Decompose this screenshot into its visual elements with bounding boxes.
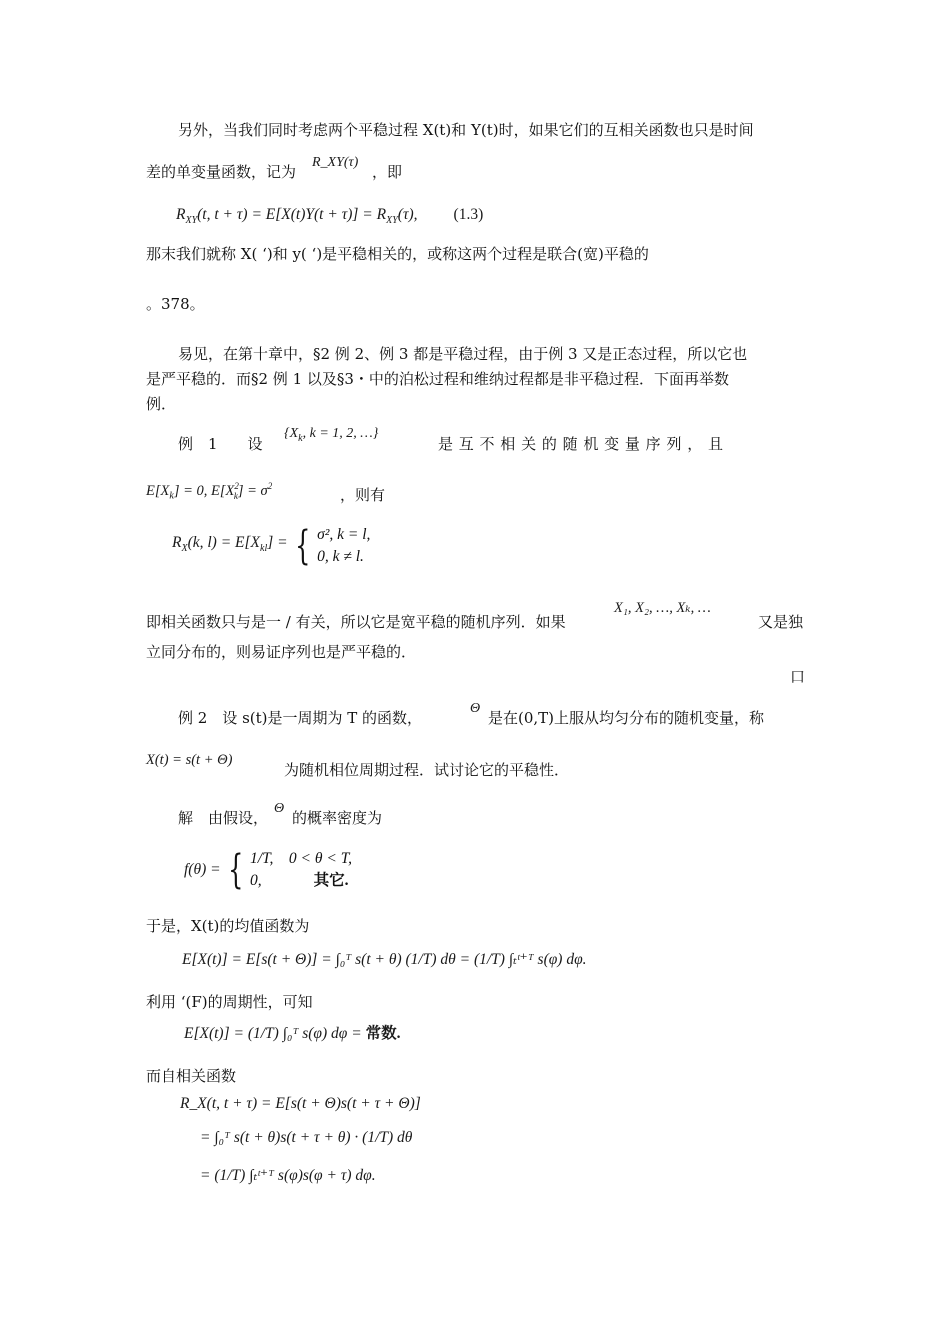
case-line: σ², k = l, xyxy=(317,526,371,543)
paragraph-line: 的概率密度为 xyxy=(292,809,383,827)
case-line: 1/T, 0 < θ < T, xyxy=(250,850,353,867)
math-theta: Θ xyxy=(470,701,481,716)
paragraph-line: 于是，X(t)的均值函数为 xyxy=(146,917,310,935)
math-sequence: {$X_k$, k = 1, 2, …} xyxy=(284,426,379,444)
equation-autocorr-line1: R_X(t, t + τ) = E[s(t + Θ)s(t + τ + Θ)] xyxy=(180,1095,421,1112)
paragraph-line: 即相关函数只与是一 / 有关，所以它是宽平稳的随机序列．如果 xyxy=(146,613,566,631)
paragraph-line: 例 2 设 s(t)是一周期为 T 的函数， xyxy=(178,709,423,727)
math-condition: $E[X_k] = 0$, $E[X^2_k] = \sigma^2$ xyxy=(146,481,273,502)
paragraph-line: 解 由假设， xyxy=(178,809,269,827)
case-line: 0, k ≠ l. xyxy=(317,548,364,565)
paragraph-line: 是在(0,T)上服从均匀分布的随机变量，称 xyxy=(488,709,765,727)
equation-rx-cases: $R_X(k$, $l) = E[X_{kl}]$ = { σ², k = l, 0, k ≠ l. xyxy=(172,523,371,569)
equation-mean: E[X(t)] = E[s(t + Θ)] = ∫₀ᵀ s(t + θ) (1/T) dθ = (1/T) ∫ₜᵗ⁺ᵀ s(φ) dφ. xyxy=(182,951,587,968)
paragraph-line: 另外，当我们同时考虑两个平稳过程 X(t)和 Y(t)时，如果它们的互相关函数也只是时间 xyxy=(178,121,754,139)
page-reference: 。378。 xyxy=(146,295,205,313)
paragraph-line: ，则有 xyxy=(340,486,386,504)
math-rxy-tau: R_XY(τ) xyxy=(312,155,359,170)
paragraph-line: 是 互 不 相 关 的 随 机 变 量 序 列 ， 且 xyxy=(438,435,724,453)
equation-mean-constant: E[X(t)] = (1/T) ∫₀ᵀ s(φ) dφ = 常数. xyxy=(184,1025,401,1042)
equation-1-3: $R_{XY}(t$, $t + \tau) = E[X(t)Y(t + \tau)] = R_{XY}(\tau)$, (1.3) xyxy=(176,206,484,227)
paragraph-line: 立同分布的，则易证序列也是严平稳的． xyxy=(146,643,417,661)
equation-autocorr-line2: = ∫₀ᵀ s(t + θ)s(t + τ + θ) · (1/T) dθ xyxy=(200,1129,413,1146)
math-xt-def: X(t) = s(t + Θ) xyxy=(146,752,233,768)
paragraph-line: 利用 ‘(F)的周期性，可知 xyxy=(146,993,313,1011)
example-1-label: 例 1 设 xyxy=(178,435,263,453)
equation-number: (1.3) xyxy=(453,206,484,223)
paragraph-line: 例． xyxy=(146,395,177,413)
math-theta: Θ xyxy=(274,801,285,816)
paragraph-line: 为随机相位周期过程．试讨论它的平稳性． xyxy=(284,761,570,779)
paragraph-line: 那末我们就称 X( ‘)和 y( ‘)是平稳相关的，或称这两个过程是联合(宽)平稳的 xyxy=(146,245,649,263)
paragraph-line: ，即 xyxy=(372,163,403,181)
left-brace: { xyxy=(294,523,310,569)
math-sequence-2: X₁, X₂, …, Xₖ, … xyxy=(614,600,711,616)
paragraph-line: 差的单变量函数，记为 xyxy=(146,163,297,181)
left-brace: { xyxy=(227,847,243,893)
paragraph-line: 是严平稳的．而§2 例 1 以及§3・中的泊松过程和维纳过程都是非平稳过程．下面再举数 xyxy=(146,370,729,388)
paragraph-line: 而自相关函数 xyxy=(146,1067,237,1085)
equation-density-cases: f(θ) = { 1/T, 0 < θ < T, 0, 其它. xyxy=(184,847,353,893)
qed-mark: 口 xyxy=(790,668,806,686)
case-line: 0, 其它. xyxy=(250,872,349,889)
paragraph-line: 易见，在第十章中，§2 例 2、例 3 都是平稳过程，由于例 3 又是正态过程，所以它也 xyxy=(178,345,748,363)
paragraph-line: 又是独 xyxy=(758,613,804,631)
equation-autocorr-line3: = (1/T) ∫ₜᵗ⁺ᵀ s(φ)s(φ + τ) dφ. xyxy=(200,1167,376,1184)
